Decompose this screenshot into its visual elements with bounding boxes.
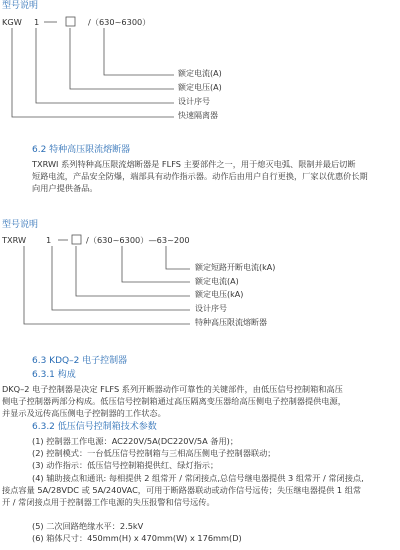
fig1-label-2: 设计序号 [178, 97, 210, 106]
sec63-items [32, 435, 398, 484]
sec62-line-2: 向用户提供备品。 [32, 183, 98, 194]
fig2-title: 型号说明 [2, 220, 39, 230]
sec63-item-6: (5) 二次回路绝缘水平：2.5kV [32, 521, 144, 531]
sec63-body1-line-0: DKQ–2 电子控制器是决定 FLFS 系列开断器动作可靠性的关键部件，由低压信号控制箱和高压 [2, 384, 343, 394]
sec63-body1-line-2: 并显示及远传高压侧电子控制器的工作状态。 [2, 408, 166, 419]
sec63-item-2: (3) 动作指示：低压信号控制箱提供红、绿灯指示； [32, 460, 219, 471]
fig2-label-4: 特种高压限流熔断器 [195, 318, 267, 327]
fig2-label-0: 额定短路开断电流(kA) [195, 263, 276, 272]
fig1-connector-1 [70, 28, 174, 89]
fig1-code: KGW [2, 17, 22, 27]
sec63-heading: 6.3 KDQ–2 电子控制器 [32, 356, 128, 366]
sec62-body [32, 158, 398, 195]
sec63-item-0: (1) 控制器工作电源：AC220V/5A(DC220V/5A 备用)； [32, 436, 239, 446]
fig2-connector-0 [166, 246, 190, 269]
sec63-sub2: 6.3.2 低压信号控制箱技术参数 [32, 422, 157, 432]
fig1-title: 型号说明 [2, 1, 39, 11]
sec63-sub1: 6.3.1 构成 [32, 370, 76, 380]
fig2-connector-2 [76, 246, 190, 296]
fig1-connector-2 [36, 28, 174, 103]
fig2-label-3: 设计序号 [195, 304, 227, 313]
sec63-item-7: (6) 箱体尺寸：450mm(H) x 470mm(W) x 176mm(D) [32, 533, 242, 544]
fig1-range: /（630~6300） [88, 17, 151, 27]
fig2-connector-1 [122, 246, 190, 282]
sec63-items-cont [2, 484, 398, 508]
fig2-one: 1 [46, 235, 52, 245]
fig2-box [72, 235, 81, 244]
sec63-item-3: (4) 辅助接点和通讯: 每相提供 2 组常开 / 常闭接点,总信号继电器提供 3 组常开 / 常闭接点, [32, 472, 364, 483]
sec63-body1 [2, 383, 398, 420]
fig1-label-1: 额定电压(A) [178, 83, 222, 92]
sec62-line-1: 短路电流，产品安全防爆，端部具有动作指示器。动作后由用户自行更换，厂家以优惠价长期 [32, 171, 368, 182]
sec63-item-5: 开 / 常闭接点用于控制器工作电源的失压报警和信号远传。 [2, 497, 215, 508]
fig2-connector-4 [24, 246, 190, 324]
fig1-box [66, 17, 75, 26]
fig2-label-1: 额定电流(A) [195, 277, 239, 286]
sec62-line-0: TXRWI 系列特种高压限流熔断器是 FLFS 主要部件之一，用于熄灭电弧、限制并最后切断 [32, 159, 356, 169]
sec63-item-1: (2) 控制模式：一台低压信号控制箱与三相高压侧电子控制器联动； [32, 448, 276, 459]
fig2-connector-3 [52, 246, 190, 310]
fig1-label-0: 额定电流(A) [178, 69, 222, 78]
sec63-item-4: 接点容量 5A/28VDC 或 5A/240VAC，可用于断路器联动或动作信号远传；失压继电器提供 1 组常 [2, 485, 362, 495]
sec62-heading: 6.2 特种高压限流熔断器 [32, 145, 131, 155]
fig1-one: 1 [34, 17, 40, 27]
sec63-items-tail [32, 520, 398, 544]
fig2-range: /（630~6300）—63~200 [86, 235, 190, 245]
fig2-code: TXRW [2, 235, 27, 245]
sec63-body1-line-1: 侧电子控制器两部分构成。低压信号控制箱通过高压隔离变压器给高压侧电子控制器提供电源， [2, 396, 346, 407]
fig2-label-2: 额定电压(kA) [195, 290, 244, 299]
fig1-connector-0 [104, 28, 174, 75]
fig1-label-3: 快速隔离器 [178, 111, 218, 120]
